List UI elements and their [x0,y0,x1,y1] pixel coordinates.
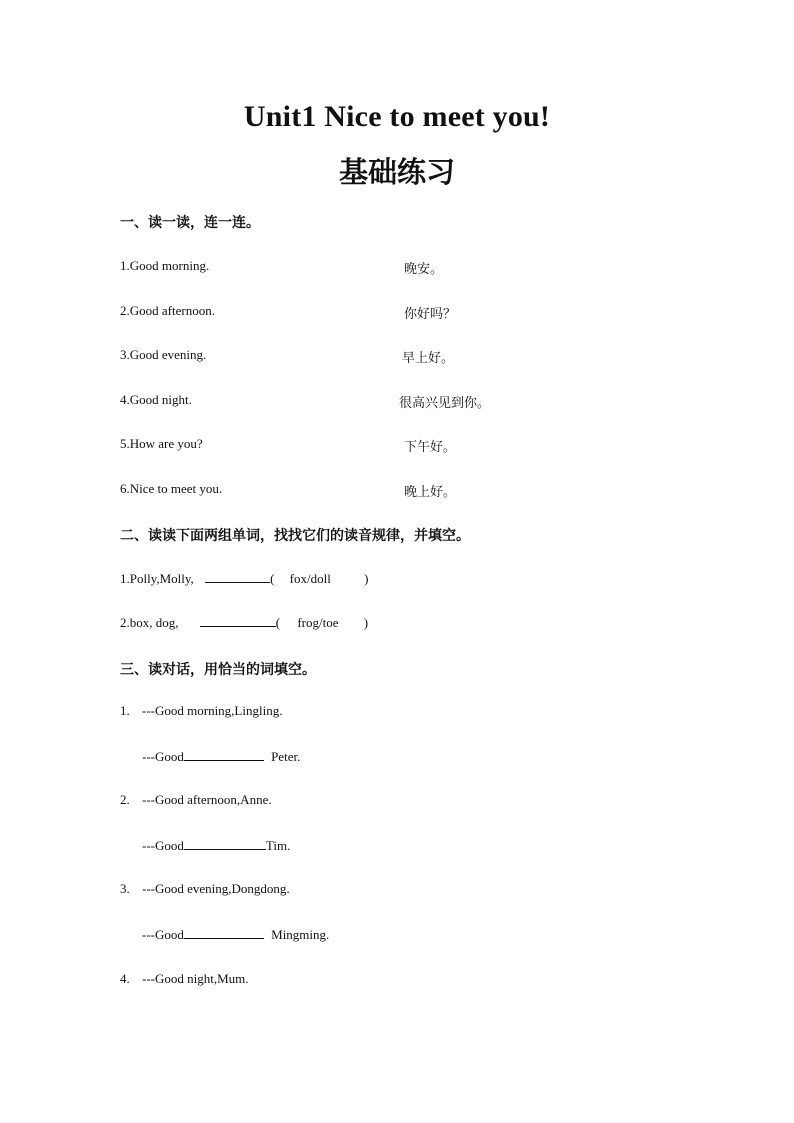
dialogue-number: 2. [120,792,130,807]
dialogue-response [142,926,329,943]
section-heading-2: 二、读读下面两组单词，找找它们的读音规律，并填空。 [120,528,470,544]
fill-blank[interactable] [184,926,264,939]
page-title: Unit1 Nice to meet you! [243,100,551,133]
word-group: 1.Polly,Molly, [120,571,194,586]
match-left-item: 1.Good morning. [120,258,210,273]
match-left-item: 4.Good night. [120,392,192,407]
close-paren: ) [364,571,369,586]
word-group-row [120,614,368,631]
open-paren: ( [275,615,281,630]
match-left-item: 5.How are you? [120,436,203,451]
fill-blank[interactable] [200,614,276,627]
section-heading-1: 一、读一读，连一连。 [120,215,260,231]
word-choice: fox/doll [289,571,331,586]
dialogue-response [142,748,300,765]
dialogue-line: ---Good night,Mum. [142,971,249,986]
match-right-item: 早上好。 [402,351,455,366]
match-right-item: 很高兴见到你。 [399,396,491,411]
response-prefix: ---Good [142,838,184,853]
response-suffix: Mingming. [271,927,330,942]
response-prefix: ---Good [142,749,184,764]
match-right-item: 你好吗？ [404,307,457,322]
section-heading-3: 三、读对话，用恰当的词填空。 [120,662,316,678]
word-group-row [120,570,368,587]
response-suffix: Tim. [265,838,291,853]
response-suffix: Peter. [271,749,301,764]
match-left-item: 6.Nice to meet you. [120,481,223,496]
dialogue-number: 4. [120,971,130,986]
word-choice: frog/toe [297,615,339,630]
match-left-item: 3.Good evening. [120,347,207,362]
dialogue-line: ---Good afternoon,Anne. [142,792,272,807]
match-right-item: 晚安。 [404,262,444,277]
fill-blank[interactable] [184,748,264,761]
fill-blank[interactable] [205,570,270,583]
close-paren: ) [363,615,369,630]
word-group: 2.box, dog, [120,615,179,630]
dialogue-line: ---Good morning,Lingling. [142,703,283,718]
page-subtitle: 基础练习 [338,155,455,189]
match-right-item: 晚上好。 [404,485,457,500]
match-right-item: 下午好。 [404,440,457,455]
fill-blank[interactable] [184,837,266,850]
dialogue-line: ---Good evening,Dongdong. [142,881,290,896]
match-left-item: 2.Good afternoon. [120,303,215,318]
response-prefix: ---Good [142,927,184,942]
dialogue-response [142,837,290,854]
dialogue-number: 3. [120,881,130,896]
open-paren: ( [270,571,275,586]
dialogue-number: 1. [120,703,130,718]
